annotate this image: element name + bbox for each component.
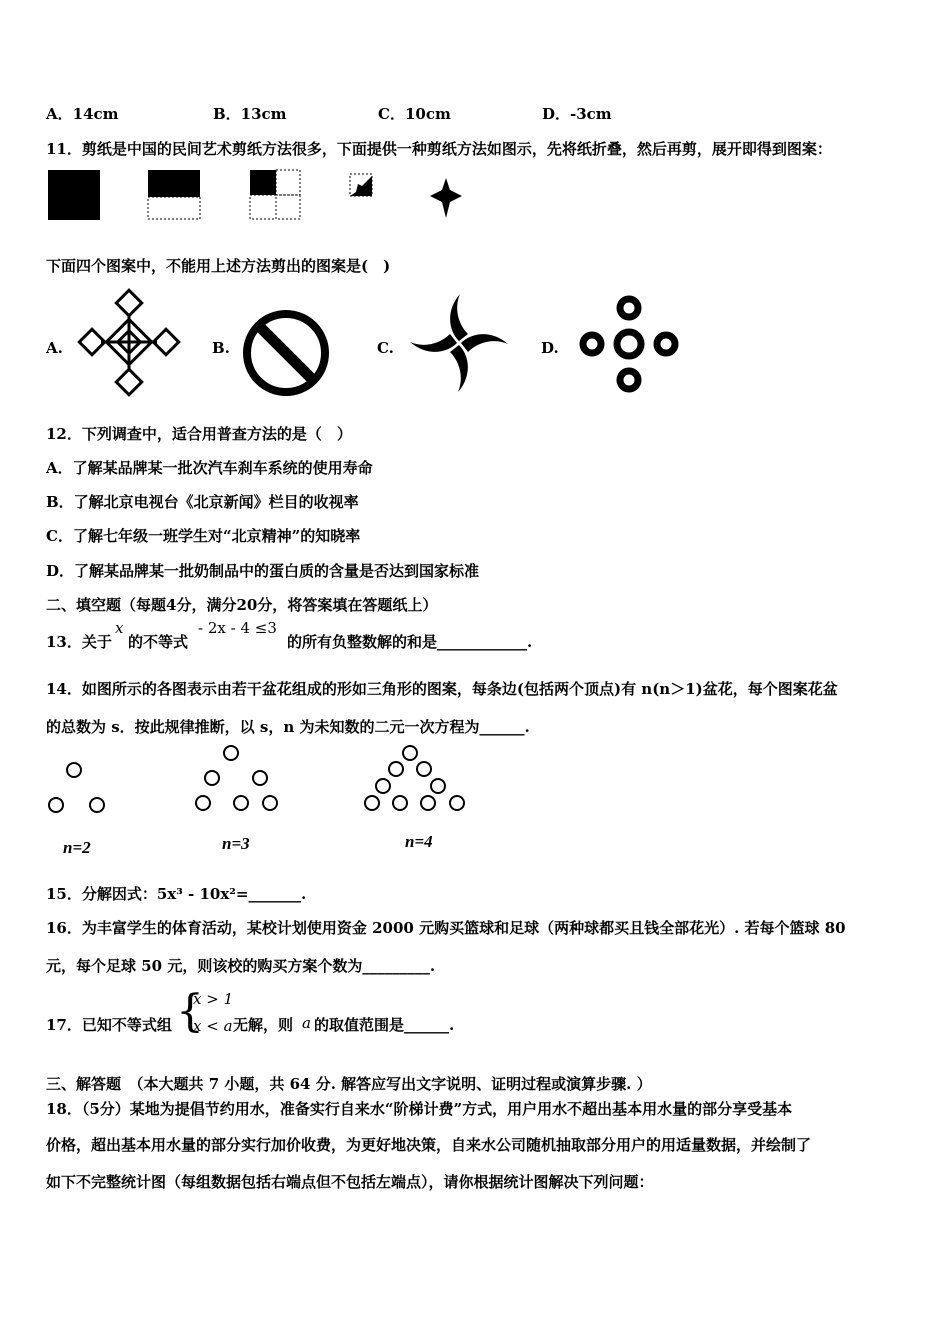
q18-line1: 18．（5分）某地为提倡节约用水，准备实行自来水“阶梯计费”方式，用户用水不超出基本用水量的部分享受基本 [46, 1100, 793, 1118]
q10-option-c: C．10cm [378, 105, 451, 123]
q13-suffix: 的所有负整数解的和是____________. [287, 633, 533, 651]
q10-option-d: D．-3cm [542, 105, 612, 123]
q14-line2: 的总数为 s．按此规律推断，以 s，n 为未知数的二元一次方程为______. [46, 718, 530, 736]
q18-line2: 价格，超出基本用水量的部分实行加价收费，为更好地决策，自来水公司随机抽取部分用户的用适量数据，并绘制了 [46, 1136, 812, 1154]
q12-option-c: C．了解七年级一班学生对“北京精神”的知晓率 [46, 527, 361, 545]
q12-option-a: A．了解某品牌某一批次汽车刹车系统的使用寿命 [46, 459, 373, 477]
q11-option-d: D. [541, 339, 559, 357]
q12-option-d: D．了解某品牌某一批奶制品中的蛋白质的含量是否达到国家标准 [46, 562, 480, 580]
q17-suffix: 的取值范围是______. [314, 1016, 455, 1034]
q17-prefix: 17．已知不等式组 [46, 1016, 172, 1034]
q12-stem: 12．下列调查中，适合用普查方法的是（ ） [46, 425, 352, 443]
q13-variable: x [115, 619, 124, 637]
q11-option-c: C. [377, 339, 394, 357]
q11-stem: 11．剪纸是中国的民间艺术剪纸方法很多，下面提供一种剪纸方法如图示，先将纸折叠，然后再剪，展开即得到图案： [46, 140, 832, 158]
pattern-a-figure [80, 292, 180, 394]
q14-line1: 14．如图所示的各图表示由若干盆花组成的形如三角形的图案，每条边(包括两个顶点)有 n(n＞1)盆花，每个图案花盆 [46, 680, 838, 698]
q11-option-b: B. [212, 339, 230, 357]
inequality-system-brace: { [176, 986, 204, 1037]
q17-mid: 无解，则 [233, 1016, 294, 1034]
q16-line2: 元，每个足球 50 元，则该校的购买方案个数为_________. [46, 957, 436, 975]
q10-option-b: B．13cm [213, 105, 287, 123]
pattern-c-figure [408, 292, 510, 394]
pattern-label-n3: n=3 [222, 834, 250, 853]
q16-line1: 16．为丰富学生的体育活动，某校计划使用资金 2000 元购买篮球和足球（两种球都买且钱全部花光）. 若每个篮球 80 [46, 919, 846, 937]
section-3-heading: 三、解答题 （本大题共 7 小题，共 64 分. 解答应写出文字说明、证明过程或演算步骤. ） [46, 1075, 652, 1093]
q11-option-a: A. [46, 339, 63, 357]
q13-mid: 的不等式 [128, 633, 189, 651]
pattern-label-n4: n=4 [405, 832, 433, 851]
q13-inequality: - 2x - 4 ≤3 [198, 619, 277, 637]
pattern-d-figure [577, 294, 681, 394]
q12-option-b: B．了解北京电视台《北京新闻》栏目的收视率 [46, 493, 359, 511]
pattern-label-n2: n=2 [63, 838, 91, 857]
folding-sequence-figure [46, 168, 476, 224]
q17-inequality-1: x > 1 [193, 990, 234, 1008]
section-2-heading: 二、填空题（每题4分，满分20分，将答案填在答题纸上） [46, 596, 438, 614]
q15-text: 15．分解因式：5x³ - 10x²=_______. [46, 885, 307, 903]
q17-variable: a [302, 1014, 311, 1032]
q13-prefix: 13．关于 [46, 633, 112, 651]
flower-pot-triangles-figure [40, 740, 480, 830]
q18-line3: 如下不完整统计图（每组数据包括右端点但不包括左端点），请你根据统计图解决下列问题： [46, 1173, 654, 1191]
pattern-b-figure [240, 307, 332, 399]
q17-inequality-2: x < a [193, 1017, 233, 1035]
q11-question: 下面四个图案中，不能用上述方法剪出的图案是( ) [46, 257, 391, 275]
q10-option-a: A．14cm [46, 105, 119, 123]
